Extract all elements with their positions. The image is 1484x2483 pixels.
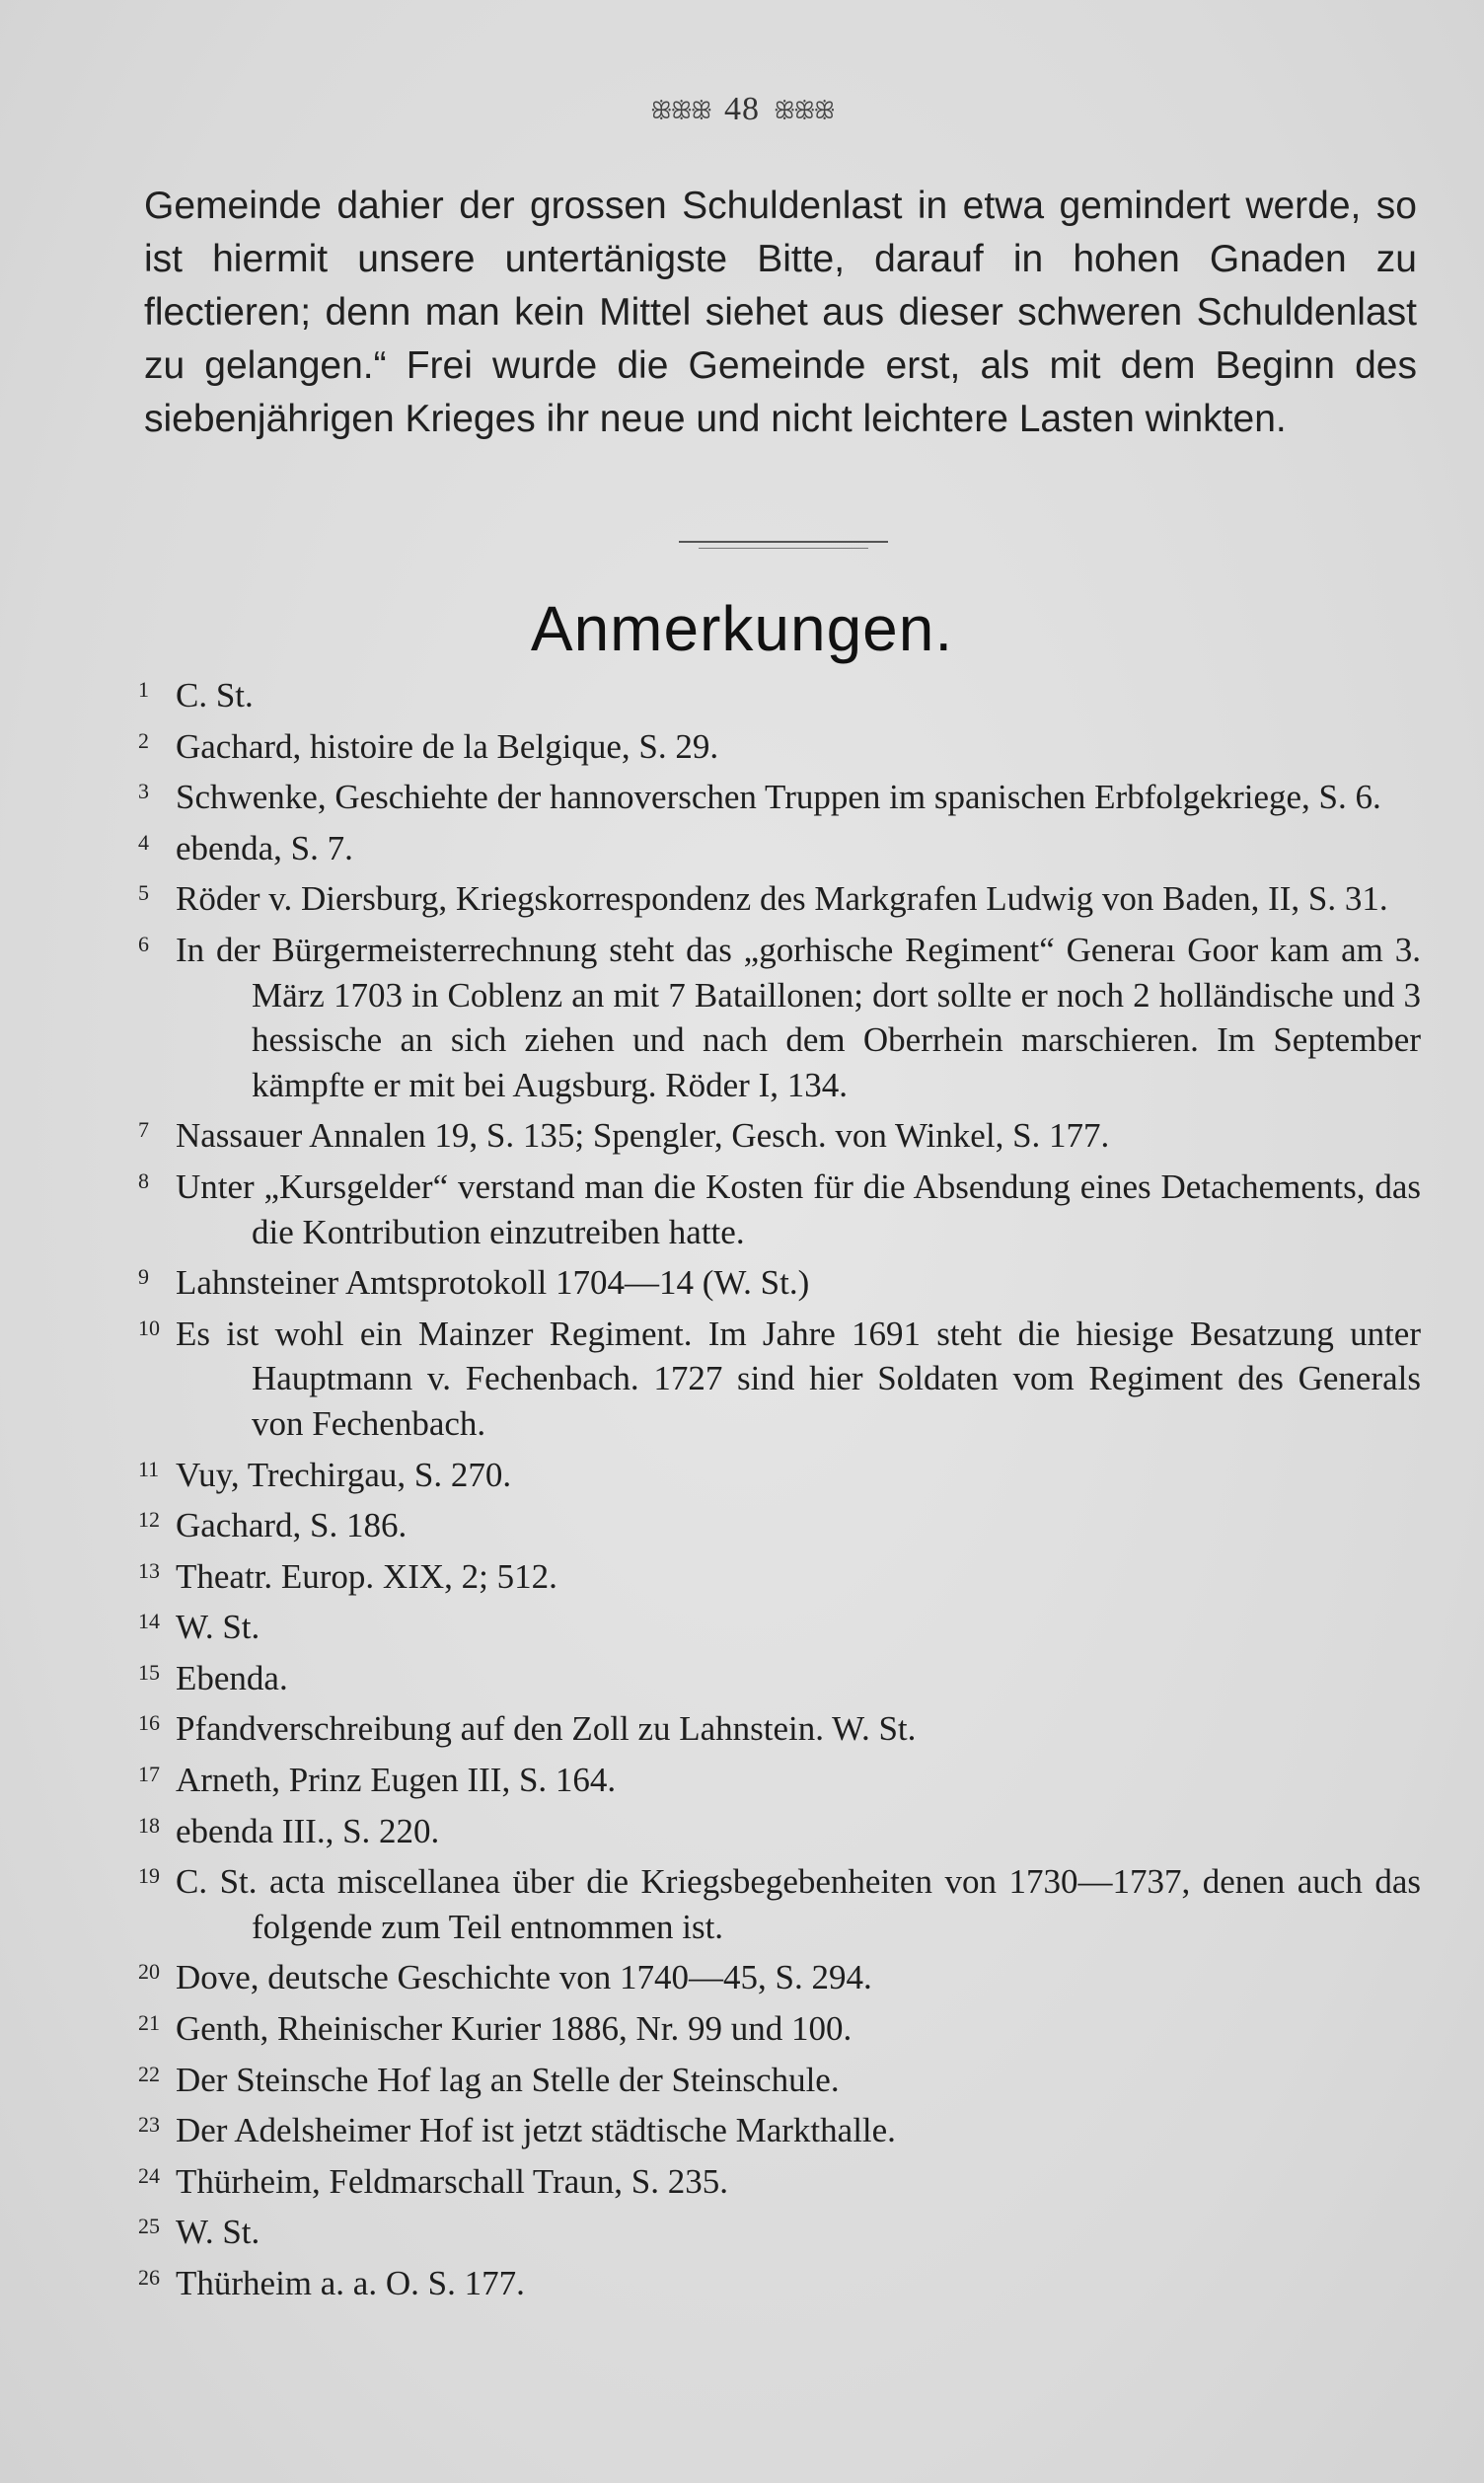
- footnote-text: Pfandverschreibung auf den Zoll zu Lahnstein. W. St.: [176, 1709, 917, 1749]
- footnote: [138, 2204, 1421, 2255]
- page-number: 48: [724, 91, 760, 127]
- footnote-text: Thürheim, Feldmarschall Traun, S. 235.: [176, 2161, 728, 2201]
- footnote-number: 3: [138, 779, 149, 804]
- footnote: [138, 1447, 1421, 1498]
- body-paragraph: Gemeinde dahier der grossen Schuldenlast in etwa gemindert werde, so ist hiermit unsere untertänigste Bitte, darauf in hohen Gnaden zu flectieren; denn man kein Mittel siehet aus dieser schweren Schuldenlast zu gelangen.“ Frei wurde die Gemeinde erst, als mit dem Beginn des siebenjährigen Krieges ihr neue und nicht leichtere Lasten winkten.: [144, 185, 1417, 440]
- footnote: [138, 1650, 1421, 1701]
- footnote-text: ebenda III., S. 220.: [176, 1811, 440, 1850]
- footnote: [138, 2153, 1421, 2205]
- footnote: [138, 2000, 1421, 2052]
- footnote-number: 23: [138, 2112, 160, 2138]
- footnote: [138, 820, 1421, 871]
- footnote-number: 25: [138, 2214, 160, 2239]
- footnote-number: 7: [138, 1117, 149, 1143]
- divider-rule-secondary: [699, 548, 868, 549]
- footnote-number: 11: [138, 1456, 160, 1481]
- footnote-text: Es ist wohl ein Mainzer Regiment. Im Jahre 1691 steht die hiesige Besatzung unter Hauptmann v. Fechenbach. 1727 sind hier Soldaten vom Regiment des Generals von Fechenbach.: [176, 1314, 1421, 1443]
- footnote: [138, 1949, 1421, 2000]
- footnote-text: C. St.: [176, 676, 254, 715]
- footnote: [138, 769, 1421, 820]
- divider-rule: [679, 541, 888, 543]
- footnote-text: Der Steinsche Hof lag an Stelle der Steinschule.: [176, 2060, 840, 2099]
- footnote: [138, 1306, 1421, 1447]
- ornament-right: ꕥꕥꕥ: [774, 98, 834, 124]
- footnote-text: Schwenke, Geschiehte der hannoverschen Truppen im spanischen Erbfolgekriege, S. 6.: [176, 778, 1381, 817]
- footnote: [138, 1853, 1421, 1949]
- footnote-text: Röder v. Diersburg, Kriegskorrespondenz des Markgrafen Ludwig von Baden, II, S. 31.: [176, 879, 1388, 919]
- footnote-text: Gachard, S. 186.: [176, 1506, 408, 1545]
- footnote-number: 21: [138, 2010, 160, 2036]
- footnote-text: Theatr. Europ. XIX, 2; 512.: [176, 1556, 557, 1596]
- footnote: [138, 1254, 1421, 1306]
- footnote-text: Vuy, Trechirgau, S. 270.: [176, 1455, 512, 1494]
- footnote-text: In der Bürgermeisterrechnung steht das „gorhische Regiment“ Generaı Goor kam am 3. März 1703 in Coblenz an mit 7 Bataillonen; dort sollte er noch 2 holländische und 3 hessische an sich ziehen und nach dem Oberrhein marschieren. Im September kämpfte er mit bei Augsburg. Röder I, 134.: [176, 930, 1421, 1104]
- footnote-list: [138, 667, 1421, 2306]
- footnote-number: 9: [138, 1264, 149, 1290]
- footnote: [138, 1599, 1421, 1650]
- footnote: [138, 667, 1421, 718]
- footnote-number: 22: [138, 2061, 160, 2086]
- footnote-number: 10: [138, 1315, 160, 1340]
- footnote-number: 15: [138, 1659, 160, 1685]
- footnote: [138, 1752, 1421, 1803]
- footnote-text: Dove, deutsche Geschichte von 1740—45, S. 294.: [176, 1958, 872, 1997]
- footnote: [138, 922, 1421, 1107]
- footnote-text: W. St.: [176, 2213, 260, 2252]
- footnote-text: Thürheim a. a. O. S. 177.: [176, 2264, 525, 2302]
- ornament-left: ꕥꕥꕥ: [650, 98, 710, 124]
- footnote-number: 2: [138, 727, 149, 753]
- footnote: [138, 870, 1421, 922]
- footnote-text: Lahnsteiner Amtsprotokoll 1704—14 (W. St.): [176, 1263, 810, 1303]
- footnote-number: 1: [138, 677, 149, 702]
- footnote-number: 12: [138, 1507, 160, 1533]
- footnote-text: Ebenda.: [176, 1658, 288, 1697]
- footnote-text: W. St.: [176, 1608, 260, 1647]
- footnote: [138, 1803, 1421, 1854]
- footnote-text: Der Adelsheimer Hof ist jetzt städtische Markthalle.: [176, 2111, 896, 2150]
- footnote: [138, 1497, 1421, 1548]
- footnote-number: 26: [138, 2265, 160, 2290]
- footnote: [138, 2052, 1421, 2103]
- footnote-text: Unter „Kursgelder“ verstand man die Kosten für die Absendung eines Detachements, das die Kontribution einzutreiben hatte.: [176, 1166, 1421, 1251]
- footnote: [138, 1548, 1421, 1600]
- footnote-number: 8: [138, 1167, 149, 1193]
- footnote: [138, 1107, 1421, 1159]
- footnote-text: Genth, Rheinischer Kurier 1886, Nr. 99 und 100.: [176, 2009, 853, 2049]
- footnote-number: 24: [138, 2162, 160, 2188]
- footnote-number: 5: [138, 880, 149, 906]
- section-title: Anmerkungen.: [530, 593, 954, 664]
- footnote-number: 19: [138, 1863, 160, 1889]
- footnote: [138, 2255, 1421, 2306]
- footnote-number: 14: [138, 1609, 160, 1634]
- footnote-text: Nassauer Annalen 19, S. 135; Spengler, Gesch. von Winkel, S. 177.: [176, 1116, 1110, 1156]
- footnote: [138, 1700, 1421, 1752]
- footnote-number: 20: [138, 1959, 160, 1985]
- footnote: [138, 718, 1421, 770]
- footnote-number: 13: [138, 1557, 160, 1583]
- footnote: [138, 2102, 1421, 2153]
- footnote-text: Gachard, histoire de la Belgique, S. 29.: [176, 726, 719, 766]
- footnote-number: 16: [138, 1710, 160, 1736]
- footnote-text: C. St. acta miscellanea über die Kriegsbegebenheiten von 1730—1737, denen auch das folgende zum Teil entnommen ist.: [176, 1862, 1421, 1946]
- footnote-number: 18: [138, 1812, 160, 1838]
- footnote-number: 6: [138, 931, 149, 956]
- footnote-number: 17: [138, 1762, 160, 1787]
- footnote-text: Arneth, Prinz Eugen III, S. 164.: [176, 1761, 617, 1800]
- footnote-number: 4: [138, 829, 149, 855]
- page-header: [0, 91, 1484, 128]
- footnote: [138, 1159, 1421, 1254]
- footnote-text: ebenda, S. 7.: [176, 828, 353, 867]
